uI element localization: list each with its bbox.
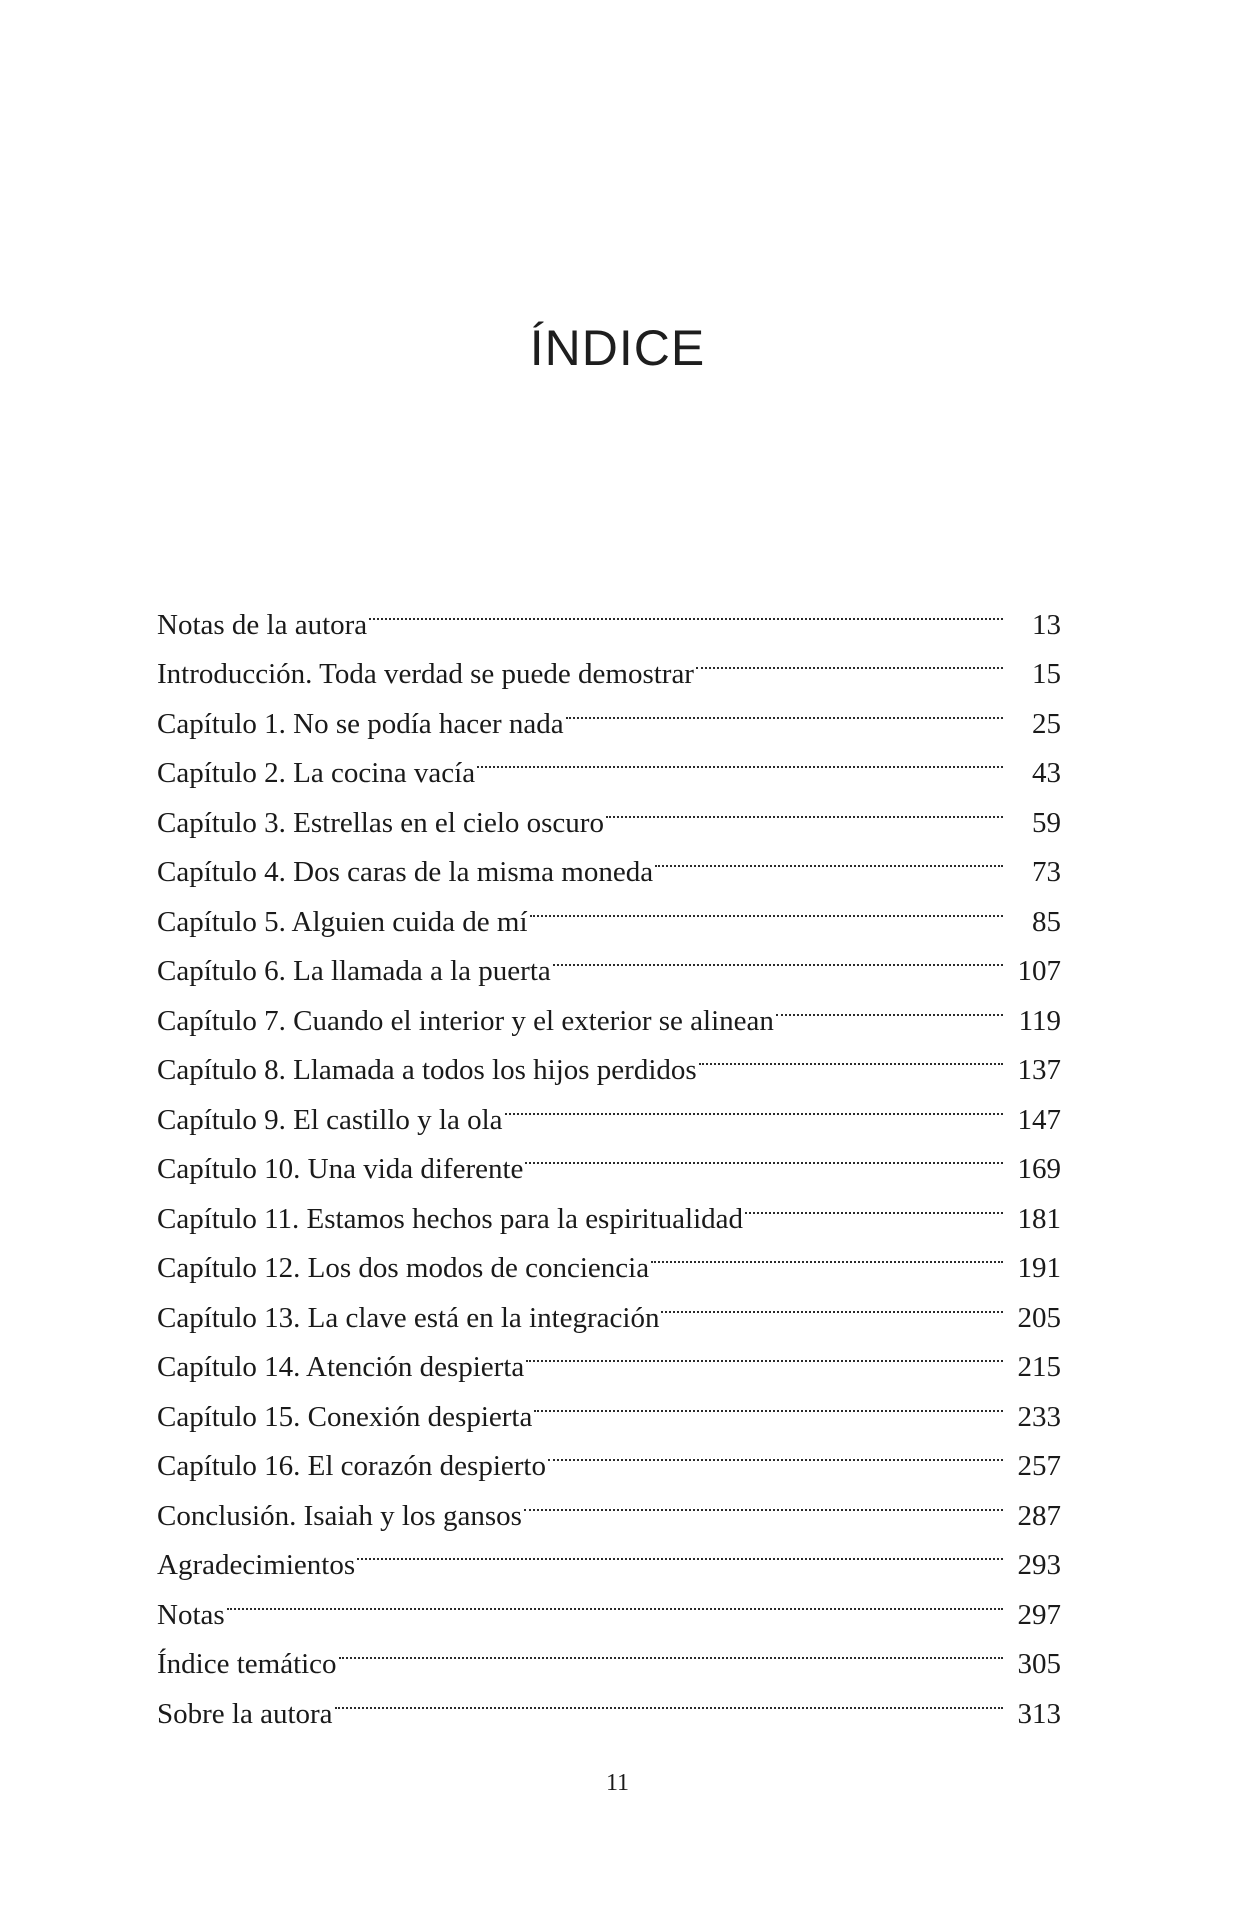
toc-entry-label: Capítulo 14. Atención despierta xyxy=(157,1351,525,1383)
toc-entry-page: 25 xyxy=(1032,707,1061,740)
toc-dot-leader xyxy=(606,782,1003,832)
toc-entry-page: 85 xyxy=(1032,905,1061,938)
toc-dot-leader xyxy=(548,1426,1003,1476)
toc-entry-label: Capítulo 13. La clave está en la integración xyxy=(157,1301,660,1334)
page-title: ÍNDICE xyxy=(529,320,706,376)
toc-dot-leader xyxy=(699,1030,1003,1080)
toc-dot-leader xyxy=(530,881,1003,931)
toc-entry-label: Capítulo 5. Alguien cuida de mí xyxy=(157,905,528,938)
toc-dot-leader xyxy=(655,832,1003,882)
toc-dot-leader xyxy=(526,1327,1003,1377)
toc-entry-label: Índice temático xyxy=(157,1648,337,1680)
toc-dot-leader xyxy=(566,683,1003,733)
toc-entry-page: 119 xyxy=(1018,1004,1061,1037)
toc-entry-label: Capítulo 7. Cuando el interior y el exterior se alinean xyxy=(157,1004,774,1037)
toc-entry-page: 305 xyxy=(1017,1648,1061,1680)
toc-entry-label: Capítulo 9. El castillo y la ola xyxy=(157,1103,503,1136)
toc-entry-page: 313 xyxy=(1017,1697,1061,1730)
toc-dot-leader xyxy=(477,733,1003,783)
toc-dot-leader xyxy=(524,1475,1003,1525)
page-number: 11 xyxy=(605,1770,630,1796)
toc-entry-label: Capítulo 4. Dos caras de la misma moneda xyxy=(157,856,654,888)
toc-entry-page: 233 xyxy=(1017,1400,1061,1433)
toc-entry-page: 15 xyxy=(1032,658,1061,690)
toc-entry-label: Notas xyxy=(157,1598,225,1631)
toc-entry-label: Conclusión. Isaiah y los gansos xyxy=(157,1499,522,1532)
toc-entry-label: Capítulo 15. Conexión despierta xyxy=(157,1400,533,1433)
toc-entry-page: 293 xyxy=(1017,1549,1061,1581)
toc-entry-page: 169 xyxy=(1017,1153,1061,1185)
toc-entry-label: Agradecimientos xyxy=(157,1549,356,1581)
toc-entry-label: Capítulo 16. El corazón despierto xyxy=(157,1450,546,1482)
toc-dot-leader xyxy=(505,1079,1003,1129)
toc-dot-leader xyxy=(745,1178,1003,1228)
toc-entry-label: Capítulo 10. Una vida diferente xyxy=(157,1153,524,1185)
toc-entry-label: Capítulo 2. La cocina vacía xyxy=(157,757,476,789)
toc-entry-page: 73 xyxy=(1032,856,1061,888)
toc-entry xyxy=(157,1624,1061,1680)
toc-dot-leader xyxy=(369,584,1003,634)
toc-entry-label: Sobre la autora xyxy=(157,1697,333,1730)
toc-entry-label: Capítulo 8. Llamada a todos los hijos perdidos xyxy=(157,1054,697,1086)
toc-entry-page: 13 xyxy=(1032,608,1061,641)
toc-entry-page: 257 xyxy=(1017,1450,1061,1482)
toc-dot-leader xyxy=(696,634,1003,684)
toc-entry-page: 137 xyxy=(1017,1054,1061,1086)
toc-entry-page: 297 xyxy=(1017,1598,1061,1631)
toc-entry-label: Capítulo 6. La llamada a la puerta xyxy=(157,955,551,987)
toc-entry-page: 205 xyxy=(1017,1301,1061,1334)
toc-dot-leader xyxy=(776,980,1003,1030)
toc-entry-label: Capítulo 3. Estrellas en el cielo oscuro xyxy=(157,806,604,839)
toc-dot-leader xyxy=(553,931,1003,981)
toc-dot-leader xyxy=(661,1277,1003,1327)
toc-entry-label: Notas de la autora xyxy=(157,608,368,641)
toc-dot-leader xyxy=(534,1376,1003,1426)
toc-entry-label: Capítulo 1. No se podía hacer nada xyxy=(157,707,564,740)
toc-dot-leader xyxy=(357,1525,1003,1575)
toc-entry-page: 59 xyxy=(1032,806,1061,839)
toc-dot-leader xyxy=(525,1129,1003,1179)
toc-entry-page: 181 xyxy=(1017,1202,1061,1235)
toc-entry-label: Capítulo 12. Los dos modos de conciencia xyxy=(157,1252,650,1284)
toc-dot-leader xyxy=(339,1624,1003,1674)
toc-entry-page: 107 xyxy=(1017,955,1061,987)
toc-dot-leader xyxy=(651,1228,1003,1278)
toc-dot-leader xyxy=(335,1673,1003,1723)
toc-entry-page: 43 xyxy=(1032,757,1061,789)
toc-entry xyxy=(157,584,1061,641)
toc-dot-leader xyxy=(227,1574,1003,1624)
toc-entry-page: 215 xyxy=(1017,1351,1061,1383)
toc-entry xyxy=(157,1574,1061,1631)
toc-entry-page: 147 xyxy=(1017,1103,1061,1136)
toc-entry-label: Introducción. Toda verdad se puede demostrar xyxy=(157,658,694,690)
toc-entry-page: 287 xyxy=(1017,1499,1061,1532)
table-of-contents xyxy=(157,584,1061,1730)
toc-entry-page: 191 xyxy=(1017,1252,1061,1284)
toc-entry-label: Capítulo 11. Estamos hechos para la espiritualidad xyxy=(157,1202,744,1235)
